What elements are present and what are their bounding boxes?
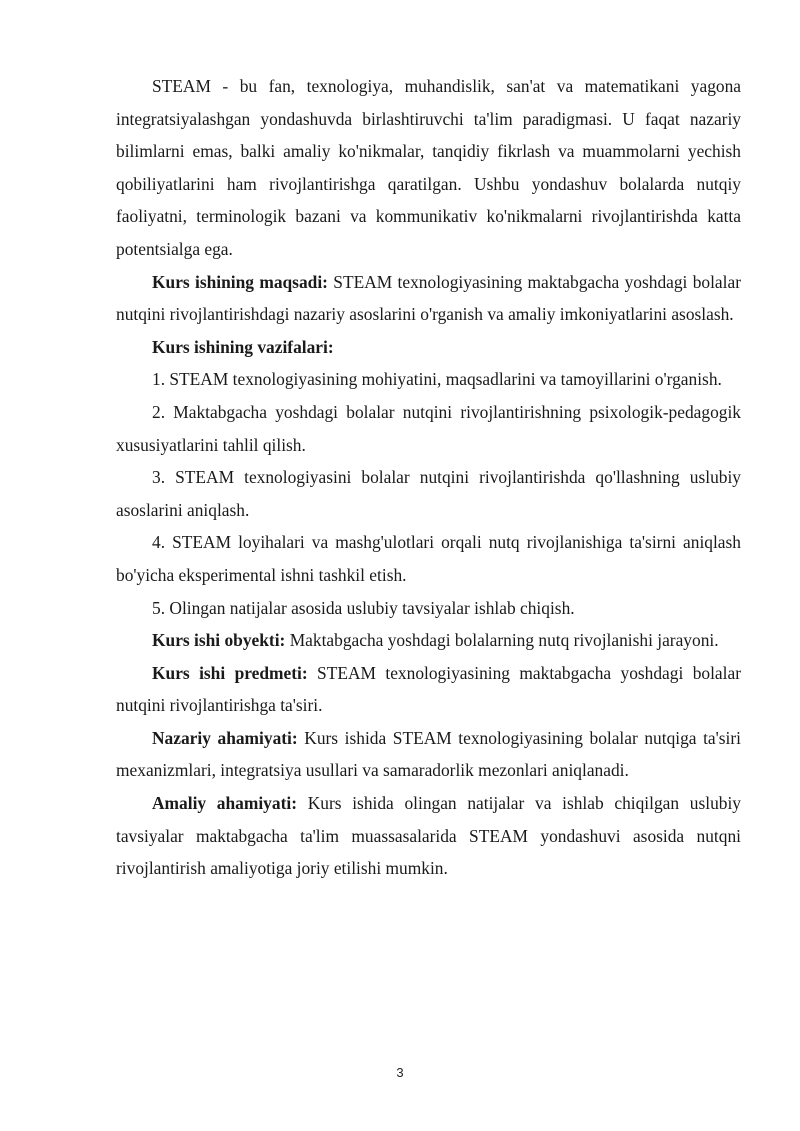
task-item-4: 4. STEAM loyihalari va mashg'ulotlari orqali nutq rivojlanishiga ta'sirni aniqlash bo'yicha eksperimental ishni tashkil etish. <box>116 532 741 585</box>
task-item-1: 1. STEAM texnologiyasining mohiyatini, maqsadlarini va tamoyillarini o'rganish. <box>152 369 722 390</box>
goal-text: STEAM texnologiyasining maktabgacha yoshdagi bolalar nutqini rivojlantirishdagi nazariy asoslarini o'rganish va amaliy imkoniyatlarini asoslash. <box>116 271 741 325</box>
goal-paragraph <box>116 266 741 331</box>
subject-paragraph <box>116 657 741 722</box>
practical-text: Kurs ishida olingan natijalar va ishlab chiqilgan uslubiy tavsiyalar maktabgacha ta'lim muassasalarida STEAM yondashuvi asosida nutqni rivojlantirish amaliyotiga joriy etilishi mumkin. <box>116 793 741 879</box>
subject-label: Kurs ishi predmeti: <box>152 662 308 683</box>
task-item-2: 2. Maktabgacha yoshdagi bolalar nutqini rivojlantirishning psixologik-pedagogik xususiyatlarini tahlil qilish. <box>116 401 741 455</box>
page-number: 3 <box>396 1065 404 1080</box>
theoretical-text: Kurs ishida STEAM texnologiyasining bolalar nutqiga ta'siri mexanizmlari, integratsiya usullari va samaradorlik mezonlari aniqlanadi. <box>116 727 742 781</box>
intro-paragraph: STEAM - bu fan, texnologiya, muhandislik, san'at va matematikani yagona integratsiyalashgan yondashuvda birlashtiruvchi ta'lim paradigmasi. U faqat nazariy bilimlarni emas, balki amaliy ko'nikmalar, tanqidiy fikrlash va muammolarni yechish qobiliyatlarini ham rivojlantirishga qaratilgan. Ushbu yondashuv bolalarda nutqiy faoliyatni, terminologik bazani va kommunikativ ko'nikmalarni rivojlantirishda katta potentsialga ega. <box>116 76 741 259</box>
subject-text: STEAM texnologiyasining maktabgacha yoshdagi bolalar nutqini rivojlantirishga ta'siri. <box>116 662 741 716</box>
object-label: Kurs ishi obyekti: <box>152 630 286 651</box>
task-item-5: 5. Olingan natijalar asosida uslubiy tavsiyalar ishlab chiqish. <box>152 597 575 618</box>
document-body <box>116 70 741 885</box>
practical-paragraph <box>116 787 741 885</box>
object-text: Maktabgacha yoshdagi bolalarning nutq rivojlanishi jarayoni. <box>285 630 719 651</box>
theoretical-label: Nazariy ahamiyati: <box>152 727 298 748</box>
theoretical-paragraph <box>116 722 741 787</box>
tasks-heading: Kurs ishining vazifalari: <box>152 336 334 357</box>
object-paragraph <box>116 624 741 657</box>
goal-label: Kurs ishining maqsadi: <box>152 271 328 292</box>
practical-label: Amaliy ahamiyati: <box>152 793 297 814</box>
task-item-3: 3. STEAM texnologiyasini bolalar nutqini rivojlantirishda qo'llashning uslubiy asoslarini aniqlash. <box>116 467 741 520</box>
